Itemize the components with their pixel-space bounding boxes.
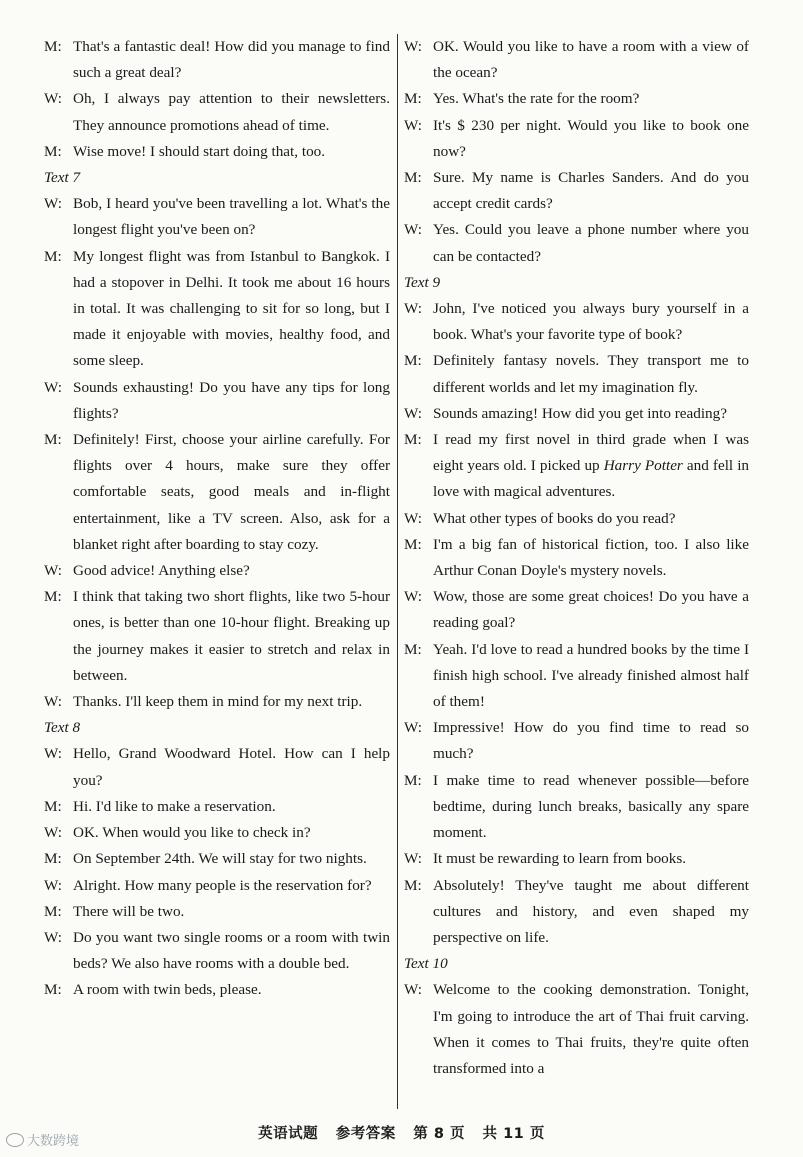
dialogue-turn bbox=[404, 217, 749, 269]
dialogue-turn bbox=[404, 846, 749, 872]
dialogue-text: It must be rewarding to learn from books. bbox=[433, 850, 687, 868]
speaker-label: M: bbox=[404, 431, 422, 449]
section-heading: Text 10 bbox=[404, 955, 448, 973]
dialogue-text: Absolutely! They've taught me about different cultures and history, and even shaped my perspective on life. bbox=[433, 876, 749, 946]
dialogue-turn bbox=[44, 977, 390, 1003]
footer-subject: 英语试题 bbox=[258, 1126, 319, 1142]
speaker-label: M: bbox=[44, 38, 62, 55]
footer-total-pages: 共 11 页 bbox=[482, 1126, 545, 1142]
dialogue-turn bbox=[404, 401, 749, 427]
speaker-label: W: bbox=[404, 221, 422, 239]
dialogue-turn bbox=[44, 139, 390, 165]
footer-answer-key: 参考答案 bbox=[335, 1126, 396, 1142]
speaker-label: M: bbox=[44, 797, 62, 815]
dialogue-turn bbox=[404, 715, 749, 767]
left-column bbox=[44, 34, 390, 1004]
speaker-label: M: bbox=[44, 247, 62, 265]
speaker-label: W: bbox=[404, 850, 422, 868]
dialogue-turn bbox=[404, 873, 749, 952]
book-title: Harry Potter bbox=[603, 457, 683, 475]
footer-page-number: 第 8 页 bbox=[413, 1126, 465, 1142]
speaker-label: M: bbox=[404, 640, 422, 658]
speaker-label: W: bbox=[404, 719, 422, 737]
dialogue-turn bbox=[404, 977, 749, 1082]
dialogue-text: On September 24th. We will stay for two nights. bbox=[73, 850, 367, 868]
dialogue-text: Oh, I always pay attention to their newsletters. They announce promotions ahead of time. bbox=[73, 90, 390, 134]
dialogue-turn bbox=[44, 34, 390, 86]
dialogue-turn bbox=[404, 532, 749, 584]
dialogue-turn bbox=[44, 375, 390, 427]
dialogue-turn bbox=[44, 584, 390, 689]
speaker-label: W: bbox=[44, 928, 62, 946]
dialogue-text: Do you want two single rooms or a room with twin beds? We also have rooms with a double bed. bbox=[73, 928, 390, 973]
speaker-label: M: bbox=[44, 850, 62, 868]
speaker-label: W: bbox=[404, 300, 422, 318]
dialogue-turn bbox=[404, 86, 749, 112]
dialogue-turn bbox=[44, 689, 390, 715]
speaker-label: M: bbox=[404, 169, 422, 187]
dialogue-turn bbox=[404, 584, 749, 636]
speaker-label: W: bbox=[44, 562, 62, 580]
dialogue-text: My longest flight was from Istanbul to Bangkok. I had a stopover in Delhi. It took me about 16 hours in total. It was challenging to sit for so long, but I made it enjoyable with movies, healthy food, and some sleep. bbox=[73, 247, 390, 370]
dialogue-text: Sounds amazing! How did you get into reading? bbox=[433, 404, 727, 422]
dialogue-turn bbox=[44, 244, 390, 375]
speaker-label: M: bbox=[404, 771, 422, 789]
dialogue-text: Definitely! First, choose your airline carefully. For flights over 4 hours, make sure they offer comfortable seats, good meals and in-flight entertainment, like a TV screen. Also, ask for a blanket right after boarding to stay cozy. bbox=[73, 431, 390, 553]
speaker-label: W: bbox=[44, 90, 62, 108]
speaker-label: M: bbox=[44, 981, 62, 999]
speaker-label: M: bbox=[44, 142, 62, 160]
speaker-label: M: bbox=[404, 352, 422, 370]
speaker-label: W: bbox=[44, 745, 62, 763]
dialogue-text: Welcome to the cooking demonstration. Tonight, I'm going to introduce the art of Thai fruit carving. When it comes to Thai fruits, they're quite often transformed into a bbox=[433, 981, 749, 1077]
dialogue-text: Bob, I heard you've been travelling a lot. What's the longest flight you've been on? bbox=[73, 195, 390, 239]
dialogue-turn bbox=[404, 34, 749, 86]
speaker-label: W: bbox=[44, 824, 62, 842]
watermark-logo-icon bbox=[6, 1133, 24, 1147]
speaker-label: W: bbox=[44, 378, 62, 396]
dialogue-turn bbox=[44, 741, 390, 793]
dialogue-text: Definitely fantasy novels. They transport me to different worlds and let my imagination fly. bbox=[433, 352, 749, 396]
dialogue-turn bbox=[44, 794, 390, 820]
page-footer bbox=[0, 1122, 803, 1143]
speaker-label: M: bbox=[404, 876, 422, 894]
dialogue-turn bbox=[44, 86, 390, 138]
speaker-label: W: bbox=[44, 195, 62, 213]
dialogue-text: There will be two. bbox=[73, 902, 185, 920]
dialogue-text: A room with twin beds, please. bbox=[73, 981, 262, 999]
dialogue-text: Wise move! I should start doing that, too. bbox=[73, 142, 326, 160]
right-column bbox=[404, 34, 749, 1082]
dialogue-turn bbox=[404, 296, 749, 348]
section-heading: Text 7 bbox=[44, 169, 81, 187]
speaker-label: W: bbox=[404, 404, 422, 422]
dialogue-text: Alright. How many people is the reservation for? bbox=[73, 876, 372, 894]
watermark-text: 大数跨境 bbox=[27, 1134, 80, 1149]
dialogue-text: Yes. What's the rate for the room? bbox=[433, 90, 640, 108]
speaker-label: W: bbox=[404, 509, 422, 527]
dialogue-text: It's $ 230 per night. Would you like to book one now? bbox=[433, 116, 749, 160]
dialogue-text: What other types of books do you read? bbox=[433, 509, 676, 527]
dialogue-turn bbox=[44, 427, 390, 558]
dialogue-turn bbox=[44, 558, 390, 584]
dialogue-turn bbox=[404, 165, 749, 217]
dialogue-turn bbox=[44, 899, 390, 925]
dialogue-turn bbox=[404, 637, 749, 716]
dialogue-text: Good advice! Anything else? bbox=[73, 562, 250, 580]
dialogue-text: I make time to read whenever possible—before bedtime, during lunch breaks, basically any spare moment. bbox=[433, 771, 749, 842]
speaker-label: W: bbox=[44, 693, 62, 711]
dialogue-text: Yeah. I'd love to read a hundred books by the time I finish high school. I've already finished almost half of them! bbox=[433, 640, 749, 711]
dialogue-turn bbox=[44, 873, 390, 899]
dialogue-text: That's a fantastic deal! How did you manage to find such a great deal? bbox=[73, 38, 390, 82]
dialogue-turn bbox=[404, 113, 749, 165]
dialogue-text: Wow, those are some great choices! Do you have a reading goal? bbox=[433, 588, 749, 632]
dialogue-text: Yes. Could you leave a phone number where you can be contacted? bbox=[433, 221, 749, 265]
dialogue-text: Thanks. I'll keep them in mind for my next trip. bbox=[73, 693, 363, 711]
dialogue-turn bbox=[44, 846, 390, 872]
dialogue-turn bbox=[404, 768, 749, 847]
dialogue-text: Hi. I'd like to make a reservation. bbox=[73, 797, 276, 815]
dialogue-text: Hello, Grand Woodward Hotel. How can I help you? bbox=[73, 745, 390, 789]
dialogue-turn bbox=[44, 820, 390, 846]
dialogue-turn bbox=[44, 925, 390, 977]
watermark bbox=[6, 1130, 79, 1149]
dialogue-text: John, I've noticed you always bury yourself in a book. What's your favorite type of book? bbox=[433, 300, 749, 344]
dialogue-text: Sounds exhausting! Do you have any tips for long flights? bbox=[73, 378, 390, 422]
dialogue-text: I read my first novel in third grade when I was eight years old. I picked up Harry Potter and fell in love with magical adventures. bbox=[433, 431, 750, 501]
speaker-label: M: bbox=[404, 535, 422, 553]
dialogue-turn bbox=[44, 191, 390, 243]
speaker-label: M: bbox=[44, 902, 62, 920]
speaker-label: W: bbox=[404, 981, 422, 999]
dialogue-text: OK. When would you like to check in? bbox=[73, 824, 311, 842]
dialogue-text: I think that taking two short flights, like two 5-hour ones, is better than one 10-hour flight. Breaking up the journey makes it easier to stretch and relax in between. bbox=[73, 588, 390, 684]
speaker-label: W: bbox=[404, 116, 422, 134]
speaker-label: W: bbox=[44, 876, 62, 894]
speaker-label: W: bbox=[404, 588, 422, 606]
dialogue-text: Impressive! How do you find time to read so much? bbox=[433, 719, 749, 763]
speaker-label: M: bbox=[44, 588, 62, 606]
section-heading: Text 9 bbox=[404, 273, 441, 291]
speaker-label: W: bbox=[404, 38, 422, 55]
dialogue-turn bbox=[404, 427, 749, 506]
dialogue-text: OK. Would you like to have a room with a view of the ocean? bbox=[433, 38, 749, 82]
dialogue-turn bbox=[404, 506, 749, 532]
section-heading: Text 8 bbox=[44, 719, 81, 737]
speaker-label: M: bbox=[404, 90, 422, 108]
dialogue-text: Sure. My name is Charles Sanders. And do you accept credit cards? bbox=[433, 169, 749, 213]
dialogue-turn bbox=[404, 348, 749, 400]
dialogue-text: I'm a big fan of historical fiction, too. I also like Arthur Conan Doyle's mystery novels. bbox=[433, 535, 749, 580]
column-divider bbox=[397, 34, 398, 1109]
speaker-label: M: bbox=[44, 431, 62, 449]
